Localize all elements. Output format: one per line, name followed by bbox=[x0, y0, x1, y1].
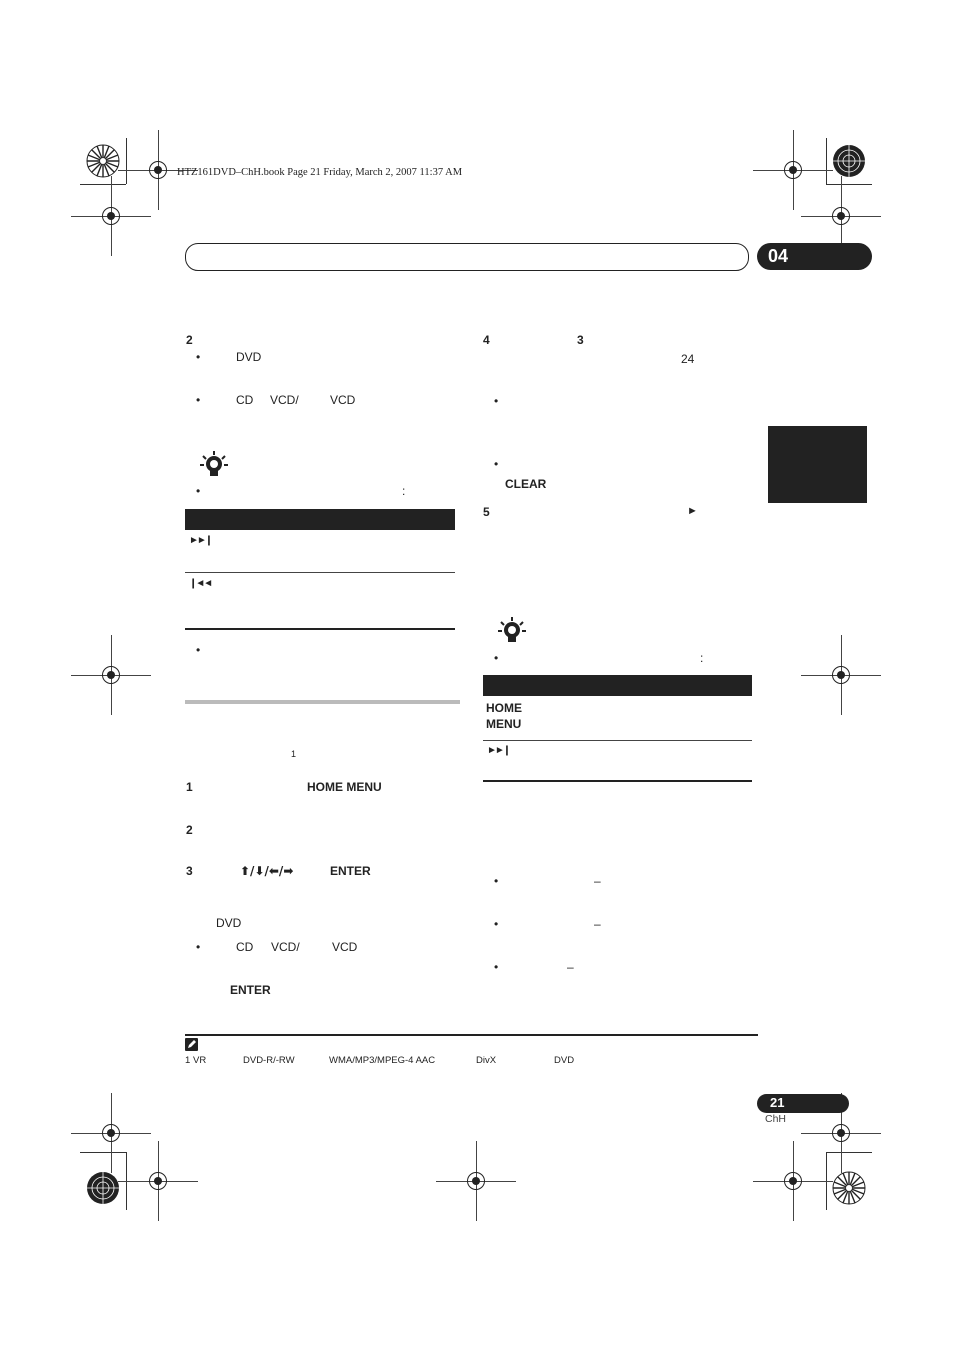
cd-label: CD bbox=[236, 393, 254, 407]
footnote-dvd-r: DVD-R/-RW bbox=[243, 1055, 295, 1066]
step-4-value: 24 bbox=[681, 352, 695, 366]
bullet: • bbox=[196, 350, 201, 364]
play-icon: ► bbox=[687, 505, 698, 517]
tip-colon-right: : bbox=[700, 651, 704, 665]
cd-label-2: CD bbox=[236, 940, 254, 954]
language-side-tab bbox=[768, 426, 867, 503]
tip-lightbulb-icon bbox=[199, 450, 229, 478]
enter-key-2: ENTER bbox=[230, 983, 271, 997]
vcd-label: VCD bbox=[330, 393, 356, 407]
next-track-icon-2: ►►❙ bbox=[487, 745, 510, 756]
tip-lightbulb-icon bbox=[497, 616, 527, 644]
language-code: ChH bbox=[765, 1113, 787, 1125]
enter-key: ENTER bbox=[330, 864, 371, 878]
previous-track-icon: ❙◄◄ bbox=[189, 578, 212, 589]
table-header bbox=[185, 509, 455, 530]
dvd-label: DVD bbox=[236, 350, 262, 364]
footnote-vr: VR bbox=[193, 1055, 207, 1066]
tip-colon: : bbox=[402, 484, 406, 498]
page-number: 21 bbox=[770, 1095, 785, 1110]
bullet: • bbox=[494, 874, 499, 888]
step-2-number: 2 bbox=[186, 333, 193, 347]
home-menu-line1: HOME bbox=[486, 701, 522, 715]
step-2b-number: 2 bbox=[186, 823, 193, 837]
footnote-number: 1 bbox=[185, 1055, 191, 1066]
crop-line bbox=[826, 1152, 872, 1153]
footnote-dvd: DVD bbox=[554, 1055, 575, 1066]
arrow-keys: ⬆/⬇/⬅/➡ bbox=[240, 864, 294, 878]
section-separator bbox=[185, 700, 460, 704]
crop-line bbox=[826, 184, 872, 185]
home-menu-line2: MENU bbox=[486, 717, 522, 731]
file-info: HTZ161DVD–ChH.book Page 21 Friday, March 2, 2007 11:37 AM bbox=[177, 167, 463, 178]
dvd-label-2: DVD bbox=[216, 916, 242, 930]
bullet: • bbox=[196, 484, 201, 498]
step-1-number: 1 bbox=[186, 780, 193, 794]
step-4-number: 4 bbox=[483, 333, 490, 347]
home-menu-key: HOME MENU bbox=[307, 780, 382, 794]
bullet: • bbox=[494, 651, 499, 665]
footnote-divx: DivX bbox=[476, 1055, 497, 1066]
chapter-title-bar bbox=[185, 243, 749, 271]
dash: – bbox=[594, 917, 601, 931]
crop-line bbox=[80, 184, 126, 185]
dash: – bbox=[567, 960, 574, 974]
bullet: • bbox=[494, 457, 499, 471]
next-track-icon: ►►❙ bbox=[189, 535, 212, 546]
clear-key: CLEAR bbox=[505, 477, 547, 491]
vcd-slash-label: VCD/ bbox=[270, 393, 299, 407]
step-4-reference: 3 bbox=[577, 333, 584, 347]
footnote-formats: WMA/MP3/MPEG-4 AAC bbox=[329, 1055, 436, 1066]
table-row-divider bbox=[185, 572, 455, 573]
bullet: • bbox=[196, 940, 201, 954]
vcd-label-2: VCD bbox=[332, 940, 358, 954]
crop-line bbox=[826, 138, 827, 184]
footnote-reference: 1 bbox=[291, 749, 297, 759]
corner-starburst-top-left bbox=[86, 144, 120, 178]
footnote-rule bbox=[185, 1034, 758, 1036]
step-3-number: 3 bbox=[186, 864, 193, 878]
step-5-number: 5 bbox=[483, 505, 490, 519]
chapter-number-tab bbox=[757, 243, 872, 270]
note-pencil-icon bbox=[185, 1038, 198, 1051]
bullet: • bbox=[196, 393, 201, 407]
table-row-divider bbox=[483, 740, 752, 741]
table-bottom-rule bbox=[185, 628, 455, 630]
bullet: • bbox=[494, 960, 499, 974]
bullet: • bbox=[196, 643, 201, 657]
dash: – bbox=[594, 874, 601, 888]
bullet: • bbox=[494, 917, 499, 931]
corner-starburst-top-right bbox=[832, 144, 866, 178]
table-header bbox=[483, 675, 752, 696]
corner-starburst-bottom-right bbox=[832, 1171, 866, 1205]
page-number-tab bbox=[757, 1094, 849, 1113]
crop-line bbox=[80, 1152, 126, 1153]
crop-line bbox=[126, 138, 127, 184]
bullet: • bbox=[494, 394, 499, 408]
chapter-number: 04 bbox=[768, 246, 789, 266]
vcd-slash-label-2: VCD/ bbox=[271, 940, 300, 954]
corner-starburst-bottom-left bbox=[86, 1171, 120, 1205]
table-bottom-rule bbox=[483, 780, 752, 782]
